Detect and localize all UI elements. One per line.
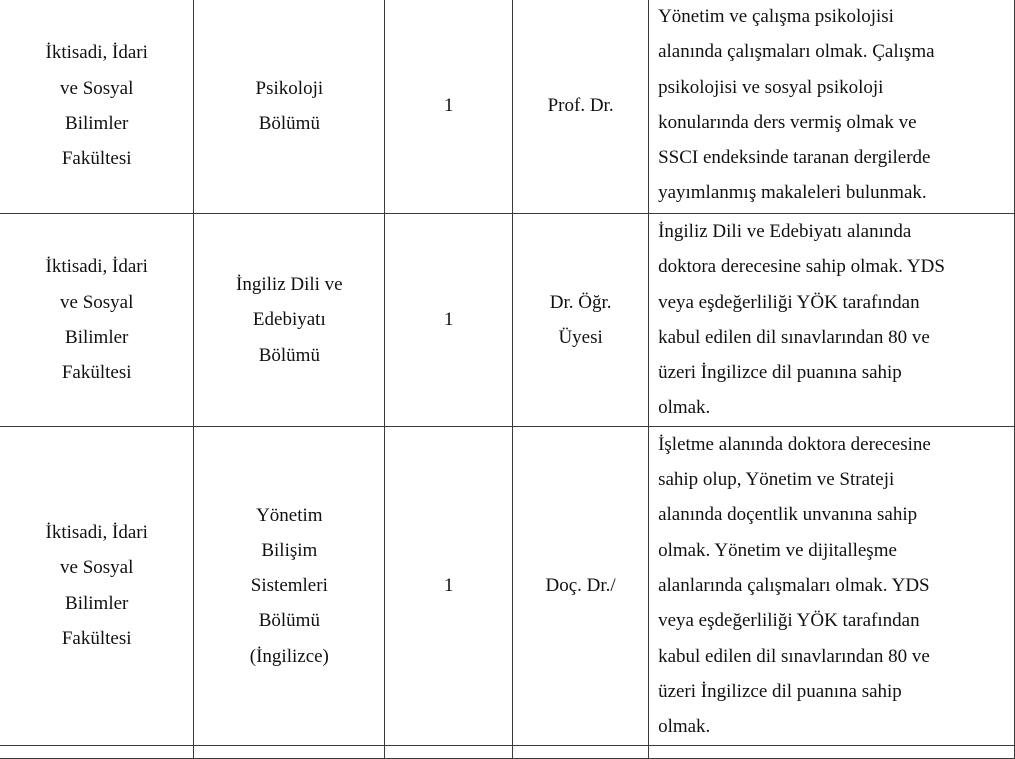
conditions-line: veya eşdeğerliliği YÖK tarafından <box>658 610 920 632</box>
conditions-line: doktora derecesine sahip olmak. YDS <box>658 256 945 278</box>
faculty-cell <box>0 0 194 214</box>
department-line: Edebiyatı <box>252 309 326 331</box>
department-line: Bölümü <box>258 344 320 366</box>
department-line: Yönetim <box>256 504 323 526</box>
faculty-line: Bilimler <box>65 113 129 134</box>
faculty-line: İktisadi, İdari <box>45 42 148 64</box>
faculty-line: Fakültesi <box>61 362 132 384</box>
count-line: 1 <box>443 95 454 117</box>
title-line: Doç. Dr./ <box>545 575 616 597</box>
faculty-line: İktisadi, İdari <box>45 256 148 278</box>
conditions-line: kabul edilen dil sınavlarından 80 ve <box>658 326 930 348</box>
department-line: Sistemleri <box>250 575 328 597</box>
title-cell <box>513 0 649 214</box>
faculty-line: ve Sosyal <box>60 557 134 579</box>
conditions-line: olmak. Yönetim ve dijitalleşme <box>658 539 897 561</box>
conditions-line: konularında ders vermiş olmak ve <box>658 111 917 133</box>
conditions-cell <box>649 0 1015 214</box>
conditions-line: sahip olup, Yönetim ve Strateji <box>658 469 895 491</box>
empty-cell <box>0 745 194 758</box>
conditions-line: veya eşdeğerliliği YÖK tarafından <box>658 291 920 313</box>
conditions-line: olmak. <box>658 397 711 419</box>
faculty-line: Bilimler <box>65 592 129 614</box>
conditions-line: olmak. <box>658 716 711 738</box>
conditions-line: Yönetim ve çalışma psikolojisi <box>658 6 894 27</box>
department-line: Bölümü <box>258 610 320 632</box>
conditions-line: SSCI endeksinde taranan dergilerde <box>658 147 931 169</box>
table-row-partial <box>0 745 1015 758</box>
empty-cell <box>194 745 385 758</box>
faculty-line: ve Sosyal <box>60 291 134 313</box>
conditions-cell <box>649 214 1015 427</box>
conditions-line: üzeri İngilizce dil puanına sahip <box>658 362 902 384</box>
conditions-line: alanlarında çalışmaları olmak. YDS <box>658 574 930 596</box>
conditions-cell <box>649 426 1015 745</box>
title-cell <box>513 426 649 745</box>
faculty-cell <box>0 214 194 427</box>
count-line: 1 <box>443 575 454 597</box>
title-line: Üyesi <box>558 326 603 348</box>
conditions-line: kabul edilen dil sınavlarından 80 ve <box>658 645 930 667</box>
conditions-line: psikolojisi ve sosyal psikoloji <box>658 76 884 98</box>
empty-cell <box>649 745 1015 758</box>
conditions-line: alanında çalışmaları olmak. Çalışma <box>658 41 935 63</box>
department-cell <box>194 0 385 214</box>
table-row <box>0 426 1015 745</box>
department-line: Bölümü <box>258 113 320 134</box>
faculty-line: İktisadi, İdari <box>45 522 148 544</box>
conditions-line: İşletme alanında doktora derecesine <box>658 433 931 455</box>
empty-cell <box>513 745 649 758</box>
table-row <box>0 0 1015 214</box>
faculty-line: Fakültesi <box>61 628 132 650</box>
department-cell <box>194 426 385 745</box>
department-line: (İngilizce) <box>249 645 329 667</box>
conditions-line: üzeri İngilizce dil puanına sahip <box>658 680 902 702</box>
faculty-cell <box>0 426 194 745</box>
faculty-line: Bilimler <box>65 326 129 348</box>
conditions-line: yayımlanmış makaleleri bulunmak. <box>658 182 927 204</box>
department-line: İngiliz Dili ve <box>236 273 343 295</box>
department-line: Psikoloji <box>255 77 324 99</box>
department-line: Bilişim <box>261 539 318 561</box>
title-line: Dr. Öğr. <box>549 291 612 313</box>
empty-cell <box>385 745 513 758</box>
count-cell <box>385 0 513 214</box>
title-line: Prof. Dr. <box>547 95 614 117</box>
count-line: 1 <box>443 309 454 331</box>
table-row <box>0 214 1015 427</box>
conditions-line: alanında doçentlik unvanına sahip <box>658 504 918 526</box>
faculty-line: ve Sosyal <box>60 77 134 99</box>
count-cell <box>385 214 513 427</box>
conditions-line: İngiliz Dili ve Edebiyatı alanında <box>658 221 912 242</box>
department-cell <box>194 214 385 427</box>
count-cell <box>385 426 513 745</box>
title-cell <box>513 214 649 427</box>
faculty-line: Fakültesi <box>61 148 132 170</box>
